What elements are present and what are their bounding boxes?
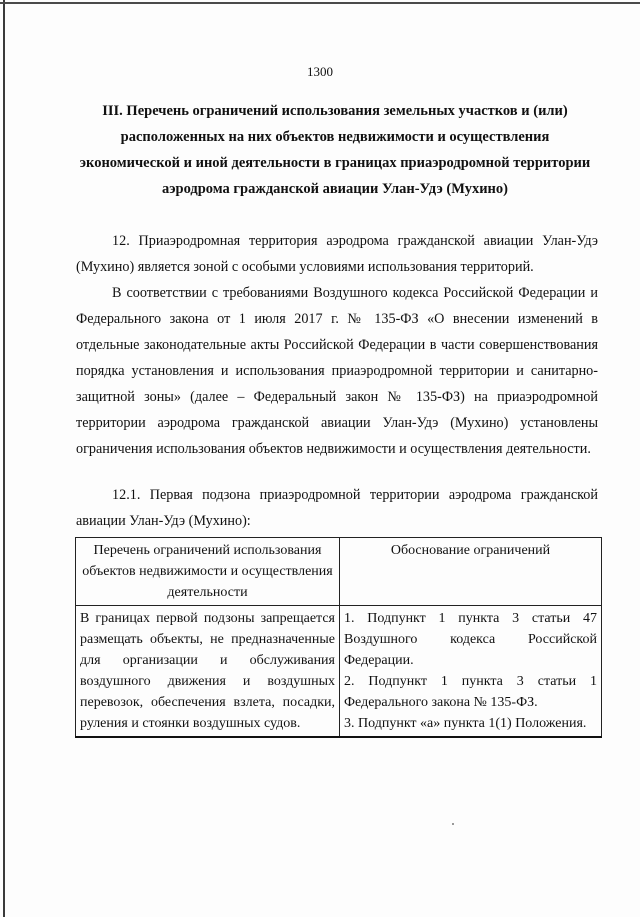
justification-item-1: 1. Подпункт 1 пункта 3 статьи 47 Воздушного кодекса Российской Федерации.	[344, 611, 597, 668]
table-header-restrictions: Перечень ограничений использования объектов недвижимости и осуществления деятельности	[76, 538, 340, 606]
paragraph-12: 12. Приаэродромная территория аэродрома гражданской авиации Улан-Удэ (Мухино) является зоной с особыми условиями использования территорий.	[76, 233, 598, 275]
scan-speck	[452, 823, 454, 825]
section-heading: III. Перечень ограничений использования земельных участков и (или) расположенных на них объектов недвижимости и осуществления экономической и иной деятельности в границах приаэродромной территории аэродрома гражданской авиации Улан-Удэ (Мухино)	[79, 103, 591, 197]
scan-edge-left	[3, 0, 5, 917]
table-cell-restriction: В границах первой подзоны запрещается размещать объекты, не предназначенные для организации и обслуживания воздушного движения и воздушных перевозок, обеспечения взлета, посадки, руления и стоянки воздушных судов.	[76, 606, 340, 738]
page-number: 1300	[307, 64, 333, 79]
justification-item-2: 2. Подпункт 1 пункта 3 статьи 1 Федерального закона № 135-ФЗ.	[344, 674, 597, 710]
table-header-justification: Обоснование ограничений	[340, 538, 602, 606]
paragraph-legal-basis: В соответствии с требованиями Воздушного кодекса Российской Федерации и Федерального закона от 1 июля 2017 г. № 135-ФЗ «О внесении изменений в отдельные законодательные акты Российской Федерации в части совершенствования порядка установления и использования приаэродромной территории и санитарно-защитной зоны» (далее – Федеральный закон № 135-ФЗ) на приаэродромной территории аэродрома гражданской авиации Улан-Удэ (Мухино) установлены ограничения использования объектов недвижимости и осуществления деятельности.	[76, 285, 598, 457]
table-header-row	[76, 538, 602, 606]
scan-edge-top	[0, 2, 640, 4]
justification-item-3: 3. Подпункт «а» пункта 1(1) Положения.	[344, 716, 587, 731]
table-row	[76, 606, 602, 738]
table-cell-justification	[340, 606, 602, 738]
paragraph-12-1: 12.1. Первая подзона приаэродромной территории аэродрома гражданской авиации Улан-Удэ (Мухино):	[76, 487, 598, 529]
restrictions-table	[75, 537, 602, 738]
